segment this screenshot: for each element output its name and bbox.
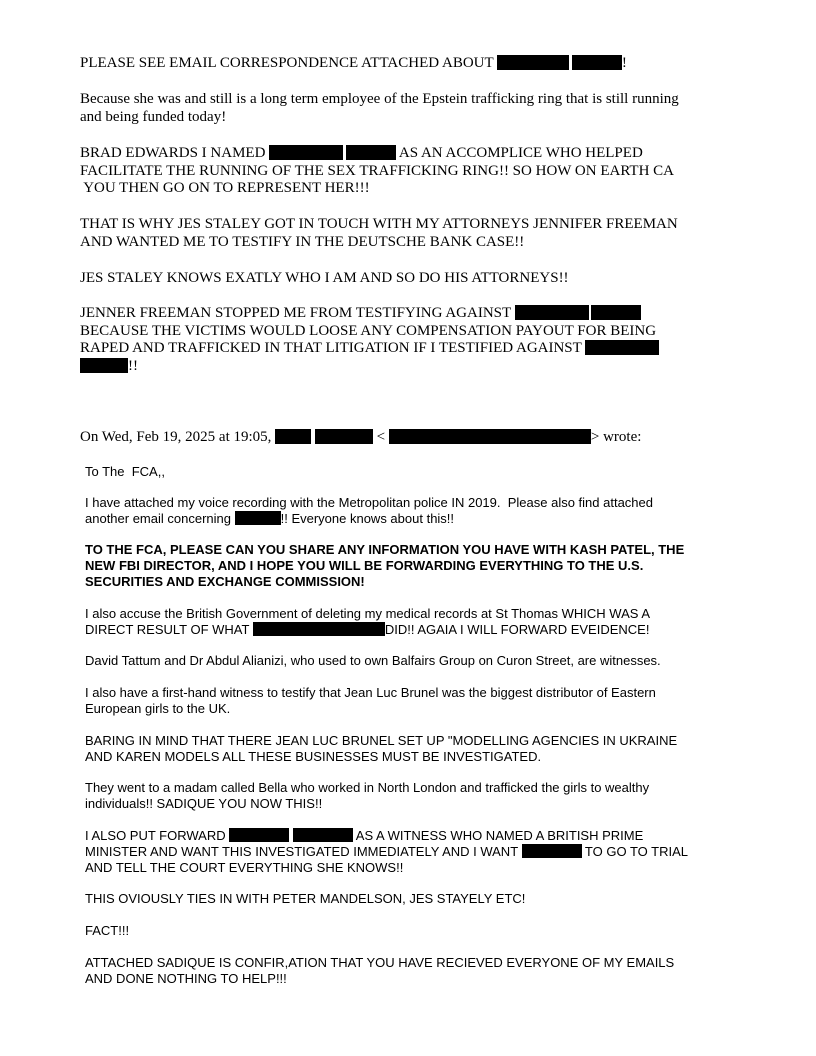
reply-text: RAPED AND TRAFFICKED IN THAT LITIGATION IF I TESTIFIED AGAINST: [80, 340, 582, 356]
quoted-text: To The FCA,,: [85, 464, 165, 479]
redaction-block: [389, 429, 591, 444]
quote-header-text: <: [376, 429, 386, 445]
quoted-text: TO THE FCA, PLEASE CAN YOU SHARE ANY INFORMATION YOU HAVE WITH KASH PATEL, THE: [85, 542, 685, 557]
reply-text: BECAUSE THE VICTIMS WOULD LOOSE ANY COMPENSATION PAYOUT FOR BEING: [80, 322, 657, 339]
quote-header-text: > wrote:: [590, 429, 642, 445]
quoted-paragraph-11: [85, 955, 735, 987]
quoted-text: individuals!! SADIQUE YOU NOW THIS!!: [85, 796, 323, 811]
quoted-text: MINISTER AND WANT THIS INVESTIGATED IMMEDIATELY AND I WANT: [85, 844, 518, 859]
quoted-text: SECURITIES AND EXCHANGE COMMISSION!: [85, 574, 365, 589]
reply-text: !: [621, 55, 627, 71]
redaction-block: [269, 145, 343, 160]
quoted-paragraph-6: [85, 733, 735, 765]
reply-text: JES STALEY KNOWS EXATLY WHO I AM AND SO DO HIS ATTORNEYS!!: [80, 270, 569, 286]
reply-text: and being funded today!: [80, 108, 227, 125]
reply-paragraph-4: [80, 216, 730, 251]
redaction-block: [346, 145, 396, 160]
reply-paragraph-6: [80, 305, 730, 375]
reply-text: YOU THEN GO ON TO REPRESENT HER!!!: [80, 180, 370, 196]
quoted-text: THIS OVIOUSLY TIES IN WITH PETER MANDELSON, JES STAYELY ETC!: [85, 891, 526, 906]
quoted-text: AND DONE NOTHING TO HELP!!!: [85, 971, 287, 986]
quoted-text: They went to a madam called Bella who worked in North London and trafficked the girls to wealthy: [85, 780, 650, 795]
reply-text: FACILITATE THE RUNNING OF THE SEX TRAFFICKING RING!! SO HOW ON EARTH CA: [80, 162, 675, 179]
reply-text: Because she was and still is a long term employee of the Epstein trafficking ring that is still running: [80, 91, 679, 107]
quoted-text: European girls to the UK.: [85, 701, 231, 716]
quoted-text: DIRECT RESULT OF WHAT: [85, 622, 250, 637]
quoted-paragraph-10: [85, 923, 735, 939]
reply-text: !!: [128, 357, 138, 374]
quoted-paragraph-2: [85, 542, 735, 590]
quoted-paragraph-4: [85, 653, 735, 669]
redaction-block: [497, 55, 569, 70]
redaction-block: [315, 429, 373, 444]
quoted-text: I also have a first-hand witness to testify that Jean Luc Brunel was the biggest distributor of Eastern: [85, 685, 656, 700]
quoted-paragraph-3: [85, 606, 735, 638]
quote-header-text: On Wed, Feb 19, 2025 at 19:05,: [80, 429, 272, 445]
quote-header: [80, 429, 730, 447]
redaction-block: [293, 828, 353, 842]
quoted-text: I ALSO PUT FORWARD: [85, 828, 226, 843]
reply-paragraph-5: [80, 270, 730, 288]
quoted-text: AS A WITNESS WHO NAMED A BRITISH PRIME: [355, 828, 644, 843]
reply-text: PLEASE SEE EMAIL CORRESPONDENCE ATTACHED ABOUT: [80, 55, 494, 71]
quoted-text: DID!! AGAIA I WILL FORWARD EVEIDENCE!: [384, 622, 650, 637]
reply-text: AS AN ACCOMPLICE WHO HELPED: [398, 145, 643, 161]
redaction-block: [585, 340, 659, 355]
quoted-paragraph-8: [85, 828, 735, 876]
reply-text: THAT IS WHY JES STALEY GOT IN TOUCH WITH MY ATTORNEYS JENNIFER FREEMAN: [80, 216, 678, 232]
quoted-text: FACT!!!: [85, 923, 130, 938]
quoted-text: another email concerning: [85, 511, 231, 526]
quoted-paragraph-7: [85, 780, 735, 812]
redaction-block: [515, 305, 589, 320]
quoted-paragraph-5: [85, 685, 735, 717]
quoted-greeting: [85, 464, 735, 480]
quoted-text: I have attached my voice recording with the Metropolitan police IN 2019. Please also find attached: [85, 495, 653, 510]
quoted-paragraph-9: [85, 891, 735, 907]
reply-text: JENNER FREEMAN STOPPED ME FROM TESTIFYING AGAINST: [80, 305, 511, 321]
quoted-text: AND TELL THE COURT EVERYTHING SHE KNOWS!!: [85, 860, 404, 875]
quoted-text: NEW FBI DIRECTOR, AND I HOPE YOU WILL BE FORWARDING EVERYTHING TO THE U.S.: [85, 558, 644, 573]
reply-paragraph-1: [80, 55, 730, 73]
redaction-block: [275, 429, 311, 444]
redaction-block: [80, 358, 128, 373]
quoted-text: ATTACHED SADIQUE IS CONFIR,ATION THAT YOU HAVE RECIEVED EVERYONE OF MY EMAILS: [85, 955, 675, 970]
reply-text: BRAD EDWARDS I NAMED: [80, 145, 266, 161]
quoted-text: !! Everyone knows about this!!: [280, 511, 455, 526]
quoted-text: TO GO TO TRIAL: [584, 844, 688, 859]
redaction-block: [591, 305, 641, 320]
quoted-text: AND KAREN MODELS ALL THESE BUSINESSES MUST BE INVESTIGATED.: [85, 749, 542, 764]
redaction-block: [235, 511, 281, 525]
redaction-block: [572, 55, 622, 70]
reply-text: AND WANTED ME TO TESTIFY IN THE DEUTSCHE BANK CASE!!: [80, 233, 525, 250]
redaction-block: [229, 828, 289, 842]
redaction-block: [253, 622, 385, 636]
redaction-block: [522, 844, 582, 858]
quoted-text: BARING IN MIND THAT THERE JEAN LUC BRUNEL SET UP "MODELLING AGENCIES IN UKRAINE: [85, 733, 678, 748]
quoted-paragraph-1: [85, 495, 735, 527]
reply-paragraph-2: [80, 91, 730, 126]
quoted-text: David Tattum and Dr Abdul Alianizi, who used to own Balfairs Group on Curon Street, are witnesses.: [85, 653, 661, 668]
reply-paragraph-3: [80, 145, 730, 198]
quoted-text: I also accuse the British Government of deleting my medical records at St Thomas WHICH WAS A: [85, 606, 650, 621]
